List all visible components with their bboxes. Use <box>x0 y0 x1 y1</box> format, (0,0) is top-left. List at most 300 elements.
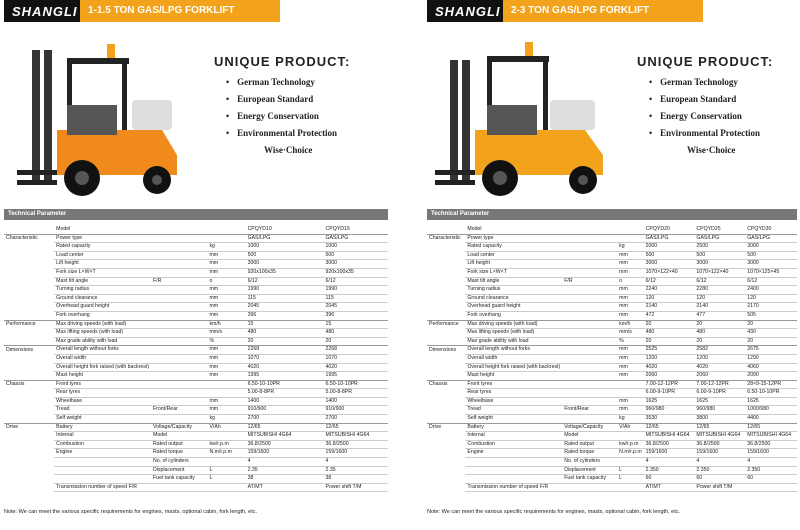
table-cell: Wheelbase <box>465 397 562 406</box>
table-cell <box>427 251 465 260</box>
table-cell <box>4 363 54 372</box>
table-cell: 2700 <box>324 415 389 424</box>
table-cell: 480 <box>644 329 695 338</box>
table-cell: Turning radius <box>54 286 151 295</box>
table-cell <box>4 329 54 338</box>
table-cell <box>427 303 465 312</box>
table-cell: MITSUBISHI 4G64 <box>694 432 745 441</box>
table-cell: mm <box>207 294 245 303</box>
table-cell: Voltage/Capacity <box>151 423 207 432</box>
table-cell <box>151 243 207 252</box>
table-cell: kw/r.p.m <box>617 440 643 449</box>
table-cell: mm <box>207 251 245 260</box>
table-cell <box>151 380 207 389</box>
table-cell: 1990 <box>324 286 389 295</box>
table-cell <box>151 320 207 329</box>
table-cell: Mast tilt angle <box>54 277 151 286</box>
table-cell: Characteristic <box>429 234 461 241</box>
table-cell: MITSUBISHI 4G64 <box>745 432 797 441</box>
table-cell <box>617 483 643 492</box>
table-row <box>4 320 388 329</box>
table-cell: 159/1600 <box>694 449 745 458</box>
table-cell <box>562 346 617 355</box>
table-cell: 159/1600 <box>324 449 389 458</box>
table-cell: Rear tyres <box>465 389 562 398</box>
table-cell: mm <box>617 372 643 381</box>
table-cell <box>207 389 245 398</box>
table-cell: AT/MT <box>246 483 324 492</box>
table-cell: 1200 <box>644 354 695 363</box>
table-cell: Overall width <box>465 354 562 363</box>
table-cell: MITSUBISHI 4G64 <box>246 432 324 441</box>
table-cell: 4060 <box>745 363 797 372</box>
table-cell: 60 <box>745 475 797 484</box>
table-row <box>4 475 388 484</box>
table-cell <box>562 380 617 389</box>
table-cell: 2060 <box>694 372 745 381</box>
table-cell: 3000 <box>745 243 797 252</box>
table-row <box>4 354 388 363</box>
table-cell: Rear tyres <box>54 389 151 398</box>
table-cell: mm <box>617 294 643 303</box>
table-cell: 36.8/2500 <box>694 440 745 449</box>
spec-table-right <box>427 226 797 492</box>
table-cell <box>617 234 643 243</box>
table-cell: 159/1600 <box>644 449 695 458</box>
table-cell: 36.8/2500 <box>246 440 324 449</box>
table-cell: 480 <box>246 329 324 338</box>
table-cell <box>617 458 643 467</box>
table-cell: Max driving speeds (with load) <box>465 320 562 329</box>
feature-item: • Energy Conservation <box>226 111 384 121</box>
table-cell: Chassis <box>6 380 25 387</box>
table-cell: 500 <box>246 251 324 260</box>
table-cell: Displacement <box>562 466 617 475</box>
table-cell: MITSUBISHI 4G64 <box>324 432 389 441</box>
table-row <box>427 415 797 424</box>
table-cell: mm <box>207 397 245 406</box>
table-cell <box>427 294 465 303</box>
table-row <box>4 337 388 346</box>
table-row <box>4 329 388 338</box>
table-cell: Max lifting speeds (with load) <box>54 329 151 338</box>
table-cell: Drive <box>429 423 442 430</box>
table-cell: Load center <box>54 251 151 260</box>
table-cell: Characteristic <box>6 234 38 241</box>
table-cell: 36.8/2500 <box>644 440 695 449</box>
table-cell <box>562 268 617 277</box>
table-cell: 505 <box>745 311 797 320</box>
table-cell: mm <box>207 311 245 320</box>
table-cell: 20 <box>246 337 324 346</box>
table-row <box>4 372 388 381</box>
wise-choice: Wise·Choice <box>264 145 313 155</box>
table-cell <box>562 226 617 234</box>
table-cell <box>427 354 465 363</box>
table-cell: 120 <box>644 294 695 303</box>
table-cell: 12/65 <box>644 423 695 432</box>
table-cell <box>151 311 207 320</box>
table-cell <box>617 389 643 398</box>
table-cell <box>562 389 617 398</box>
table-row <box>4 466 388 475</box>
table-cell: 6.00-9-10PR <box>694 389 745 398</box>
table-cell: Power type <box>54 234 151 243</box>
table-cell <box>4 389 54 398</box>
table-row <box>427 406 797 415</box>
table-cell <box>427 475 465 484</box>
table-cell <box>4 251 54 260</box>
table-cell: Front tyres <box>465 380 562 389</box>
table-cell: Fork size L×W×T <box>54 268 151 277</box>
table-cell: 2.35 <box>246 466 324 475</box>
table-cell: Tread <box>54 406 151 415</box>
table-cell: 920x100x35 <box>324 268 389 277</box>
table-cell: o <box>207 277 245 286</box>
table-cell: kg <box>617 243 643 252</box>
table-cell: 2268 <box>246 346 324 355</box>
table-cell: Self weight <box>465 415 562 424</box>
table-cell <box>562 311 617 320</box>
table-row <box>427 458 797 467</box>
table-cell: Lift height <box>54 260 151 269</box>
table-cell: Performance <box>429 320 459 327</box>
table-cell: Power shift T/M <box>694 483 745 492</box>
table-cell <box>4 303 54 312</box>
table-row <box>427 483 797 492</box>
table-cell: 12/65 <box>324 423 389 432</box>
table-cell: 472 <box>644 311 695 320</box>
table-cell <box>151 268 207 277</box>
right-banner <box>427 0 703 22</box>
table-cell: 20 <box>745 337 797 346</box>
table-cell: 480 <box>694 329 745 338</box>
table-cell <box>151 346 207 355</box>
table-cell <box>151 226 207 234</box>
table-cell: CPQYD25 <box>694 226 745 234</box>
table-cell <box>427 389 465 398</box>
table-cell: mm <box>617 286 643 295</box>
table-cell: mm <box>617 397 643 406</box>
table-cell <box>562 320 617 329</box>
table-cell: Battery <box>465 423 562 432</box>
table-cell <box>562 294 617 303</box>
table-cell: 1990 <box>246 286 324 295</box>
table-cell <box>207 483 245 492</box>
table-cell: Max grade ability with load <box>465 337 562 346</box>
table-cell: 60 <box>694 475 745 484</box>
table-cell: 20 <box>324 337 389 346</box>
table-cell: mm <box>617 363 643 372</box>
table-cell: GAS/LPG <box>324 234 389 243</box>
table-cell: Displacement <box>151 466 207 475</box>
table-cell <box>151 354 207 363</box>
table-cell <box>562 415 617 424</box>
table-row <box>427 389 797 398</box>
table-row <box>427 432 797 441</box>
table-cell: 4020 <box>246 363 324 372</box>
table-row <box>427 234 797 243</box>
table-cell: Rated output <box>562 440 617 449</box>
table-cell: Max grade ability with load <box>54 337 151 346</box>
table-cell: Overhead guard height <box>465 303 562 312</box>
table-cell <box>4 268 54 277</box>
table-cell: Front tyres <box>54 380 151 389</box>
table-cell: L <box>207 475 245 484</box>
table-cell: 960/980 <box>694 406 745 415</box>
table-cell: 500 <box>324 251 389 260</box>
table-cell: 4020 <box>644 363 695 372</box>
table-cell <box>151 389 207 398</box>
table-cell: Dimensions <box>429 346 457 353</box>
table-cell <box>54 458 151 467</box>
table-cell: Transmission number of speed F/R <box>54 483 151 492</box>
table-cell <box>427 458 465 467</box>
table-row <box>4 406 388 415</box>
feature-list <box>637 77 800 138</box>
table-cell: 3000 <box>644 260 695 269</box>
table-cell: 1070 <box>246 354 324 363</box>
table-cell: Fork overhang <box>465 311 562 320</box>
table-cell: 3000 <box>745 260 797 269</box>
table-cell: 38 <box>246 475 324 484</box>
table-cell: mm <box>207 286 245 295</box>
table-cell <box>562 260 617 269</box>
table-cell: Mast height <box>54 372 151 381</box>
table-cell: mm <box>207 406 245 415</box>
table-cell: 1995 <box>246 372 324 381</box>
table-row <box>427 268 797 277</box>
table-cell: Internal <box>54 432 151 441</box>
table-cell: 6.50-10-10PR <box>324 380 389 389</box>
table-cell: kg <box>207 243 245 252</box>
table-cell <box>151 251 207 260</box>
table-cell: V/Ah <box>207 423 245 432</box>
table-cell: 38 <box>324 475 389 484</box>
table-row <box>4 458 388 467</box>
table-row <box>427 329 797 338</box>
table-row <box>427 320 797 329</box>
table-cell: 12/65 <box>246 423 324 432</box>
table-cell: km/h <box>207 320 245 329</box>
table-cell: Load center <box>465 251 562 260</box>
table-cell: mm <box>617 311 643 320</box>
right-panel <box>427 0 797 530</box>
table-cell: GAS/LPG <box>644 234 695 243</box>
feature-item: • German Technology <box>649 77 800 87</box>
table-row <box>4 483 388 492</box>
table-cell: 7.00-12-12PR <box>694 380 745 389</box>
table-cell: 4 <box>644 458 695 467</box>
left-banner <box>4 0 280 22</box>
table-cell: 6/12 <box>324 277 389 286</box>
table-cell: 2268 <box>324 346 389 355</box>
table-cell: GAS/LPG <box>745 234 797 243</box>
table-cell: 2582 <box>694 346 745 355</box>
table-row <box>4 234 388 243</box>
table-cell: 1070 <box>324 354 389 363</box>
table-cell: kg <box>617 415 643 424</box>
feature-list <box>214 77 384 138</box>
table-cell: L <box>207 466 245 475</box>
technical-parameter-header: Technical Parameter <box>427 209 797 220</box>
table-cell: 6.50-10-10PR <box>745 389 797 398</box>
table-cell: Overall width <box>54 354 151 363</box>
table-cell: 7.00-12-12PR <box>644 380 695 389</box>
table-cell <box>207 432 245 441</box>
table-cell <box>151 260 207 269</box>
table-cell <box>427 449 465 458</box>
table-row <box>427 226 797 234</box>
table-cell: CPQYD15 <box>324 226 389 234</box>
table-cell <box>4 406 54 415</box>
table-cell: No. of cylinders <box>562 458 617 467</box>
table-cell <box>617 380 643 389</box>
table-cell <box>465 458 562 467</box>
table-cell: Performance <box>6 320 36 327</box>
table-cell: Max driving speeds (with load) <box>54 320 151 329</box>
left-panel <box>4 0 388 530</box>
table-cell: Engine <box>465 449 562 458</box>
table-cell <box>4 415 54 424</box>
table-cell: No. of cylinders <box>151 458 207 467</box>
table-cell <box>427 397 465 406</box>
table-cell: mm <box>207 372 245 381</box>
table-cell: 1070×122×40 <box>694 268 745 277</box>
table-cell: 2170 <box>745 303 797 312</box>
table-cell: mm <box>207 363 245 372</box>
table-row <box>427 251 797 260</box>
table-cell <box>207 226 245 234</box>
table-cell: mm <box>617 406 643 415</box>
table-cell: Transmission number of speed F/R <box>465 483 562 492</box>
table-row <box>4 260 388 269</box>
feature-item: • Energy Conservation <box>649 111 800 121</box>
table-cell: MITSUBISHI 4G64 <box>644 432 695 441</box>
table-cell: km/h <box>617 320 643 329</box>
table-cell: 4 <box>694 458 745 467</box>
table-row <box>427 380 797 389</box>
table-row <box>427 440 797 449</box>
table-row <box>427 311 797 320</box>
table-cell: 2060 <box>644 372 695 381</box>
table-cell <box>4 466 54 475</box>
table-row <box>427 260 797 269</box>
table-cell: Ground clearance <box>54 294 151 303</box>
table-cell: Rated torque <box>151 449 207 458</box>
table-cell: 4020 <box>324 363 389 372</box>
table-cell <box>427 372 465 381</box>
table-cell: 910/900 <box>246 406 324 415</box>
table-cell <box>151 234 207 243</box>
table-cell: 4 <box>324 458 389 467</box>
table-cell <box>562 363 617 372</box>
table-cell: 910/900 <box>324 406 389 415</box>
table-cell: 12/65 <box>694 423 745 432</box>
table-row <box>427 294 797 303</box>
table-cell: Model <box>54 226 151 234</box>
table-row <box>427 363 797 372</box>
table-row <box>4 303 388 312</box>
table-row <box>4 423 388 432</box>
table-row <box>4 268 388 277</box>
table-cell: 5.00-8-8PR <box>324 389 389 398</box>
table-cell: Drive <box>6 423 19 430</box>
table-cell: mm <box>617 251 643 260</box>
table-cell: 2700 <box>246 415 324 424</box>
table-row <box>427 303 797 312</box>
table-cell: 60 <box>644 475 695 484</box>
table-cell: 500 <box>745 251 797 260</box>
table-cell: 15 <box>246 320 324 329</box>
table-cell: mm <box>617 346 643 355</box>
table-cell: mm <box>617 268 643 277</box>
table-cell <box>562 329 617 338</box>
table-cell: 1400 <box>324 397 389 406</box>
table-cell: CPQYD30 <box>745 226 797 234</box>
table-cell <box>427 440 465 449</box>
table-cell: L <box>617 466 643 475</box>
table-row <box>4 380 388 389</box>
table-cell: Overall height fork raised (with backrest) <box>465 363 562 372</box>
table-cell: F/R <box>151 277 207 286</box>
table-cell: 1625 <box>745 397 797 406</box>
table-cell <box>151 294 207 303</box>
table-cell: 2.35 <box>324 466 389 475</box>
table-cell <box>4 294 54 303</box>
table-cell: 3000 <box>694 260 745 269</box>
table-cell: Self weight <box>54 415 151 424</box>
table-cell: 1000 <box>246 243 324 252</box>
table-cell: 2240 <box>644 286 695 295</box>
table-cell: 159/1600 <box>246 449 324 458</box>
table-cell: Engine <box>54 449 151 458</box>
table-cell: 20 <box>694 337 745 346</box>
table-row <box>4 440 388 449</box>
right-unique-product <box>637 54 800 155</box>
table-cell <box>465 475 562 484</box>
table-cell: 2.350 <box>694 466 745 475</box>
unique-title: UNIQUE PRODUCT: <box>214 54 351 69</box>
feature-item: • European Standard <box>649 94 800 104</box>
table-cell: Overall height fork raised (with backrest) <box>54 363 151 372</box>
table-cell: Rated output <box>151 440 207 449</box>
table-cell <box>562 337 617 346</box>
table-cell <box>427 337 465 346</box>
table-row <box>427 397 797 406</box>
table-cell: Lift height <box>465 260 562 269</box>
table-cell: 12/65 <box>745 423 797 432</box>
table-cell: 1000/980 <box>745 406 797 415</box>
table-cell: AT/MT <box>644 483 695 492</box>
table-cell: 36.8/2500 <box>745 440 797 449</box>
table-cell <box>4 311 54 320</box>
table-cell <box>4 483 54 492</box>
table-cell <box>4 337 54 346</box>
table-cell: Fuel tank capacity <box>151 475 207 484</box>
table-cell <box>151 372 207 381</box>
table-cell: 3000 <box>324 260 389 269</box>
table-cell: CPQYD10 <box>246 226 324 234</box>
feature-item: • German Technology <box>226 77 384 87</box>
table-cell: Dimensions <box>6 346 34 353</box>
table-row <box>4 432 388 441</box>
table-cell: mm <box>207 260 245 269</box>
table-cell: 36.8/2500 <box>324 440 389 449</box>
table-cell: L <box>617 475 643 484</box>
table-cell: 500 <box>644 251 695 260</box>
table-row <box>427 475 797 484</box>
